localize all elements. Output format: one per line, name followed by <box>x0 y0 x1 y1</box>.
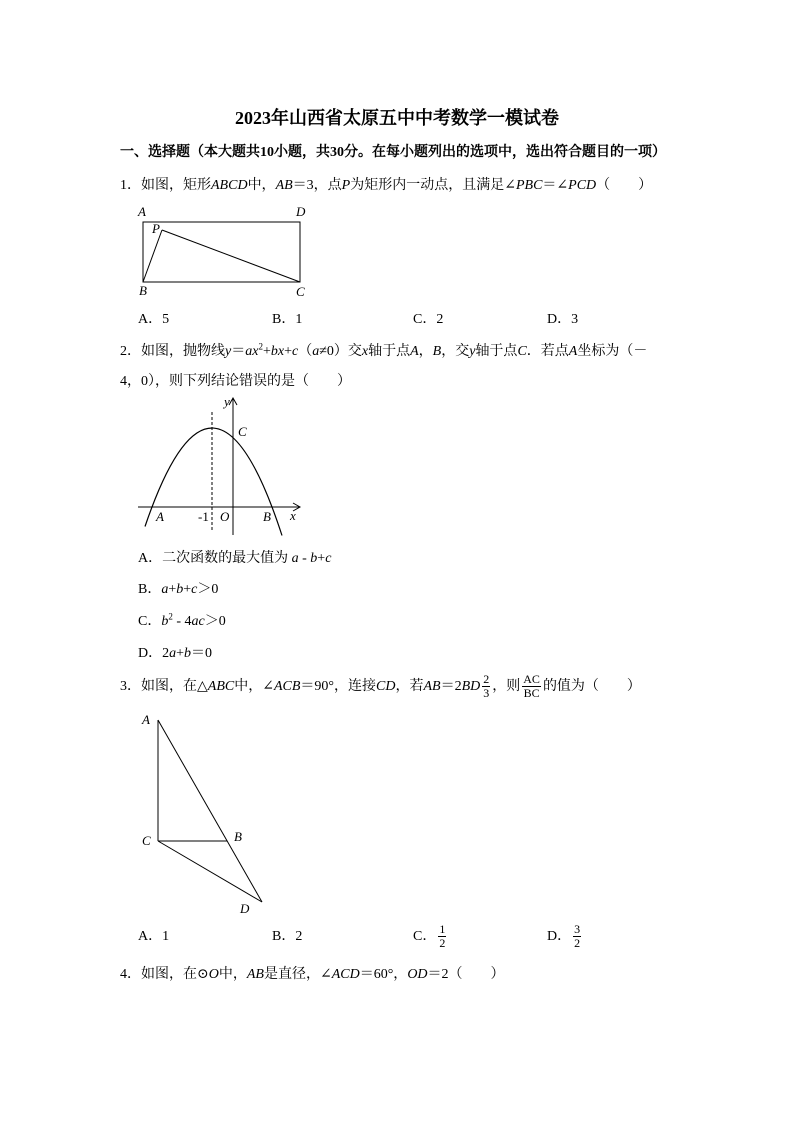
text-run: + <box>262 344 271 359</box>
fraction-denominator: 3 <box>483 686 490 701</box>
text-run: 1．如图，矩形 <box>120 178 211 193</box>
text-run: + <box>176 646 185 661</box>
text-run: 的值为（ ） <box>542 679 641 694</box>
italic-variable: b <box>161 614 169 629</box>
italic-variable: b <box>176 582 184 597</box>
text-run: 2．如图，抛物线 <box>120 344 225 359</box>
text-run: + <box>183 582 192 597</box>
italic-variable: C <box>517 344 527 359</box>
fraction-numerator: 2 <box>483 672 490 687</box>
fraction-denominator: BC <box>523 686 540 701</box>
figure-1-label-b: B <box>139 283 147 298</box>
text-run: ＝0 <box>191 646 213 661</box>
text-run: 中， <box>218 967 247 982</box>
italic-variable: ac <box>191 614 205 629</box>
italic-variable: P <box>341 178 351 193</box>
italic-variable: a <box>169 646 177 661</box>
italic-variable: B <box>432 344 442 359</box>
question-1-stem <box>120 176 652 196</box>
text-run: ，交 <box>441 344 470 359</box>
fraction-numerator: 1 <box>439 922 446 937</box>
text-run: 3．如图，在△ <box>120 679 208 694</box>
text-run: ．若点 <box>526 344 569 359</box>
italic-variable: O <box>208 967 219 982</box>
italic-variable: x <box>361 344 369 359</box>
text-run: ，则 <box>492 679 521 694</box>
figure-2-label-o: O <box>220 509 230 524</box>
fraction-numerator: 3 <box>574 922 581 937</box>
question-3-option-b <box>272 922 302 952</box>
fraction <box>573 923 581 950</box>
figure-1-label-a: A <box>138 204 146 219</box>
fraction <box>482 673 490 700</box>
fraction-numerator: AC <box>523 672 540 687</box>
superscript: 2 <box>168 611 173 622</box>
text-run: ＝2（ ） <box>427 967 505 982</box>
italic-variable: bx <box>270 344 285 359</box>
text-run: C． <box>138 614 162 629</box>
text-run: 4，0），则下列结论错误的是（ ） <box>120 374 351 389</box>
text-run: ＝∠ <box>542 178 569 193</box>
segment-pc <box>162 230 300 282</box>
text-run: + <box>168 582 177 597</box>
italic-variable: AB <box>275 178 293 193</box>
text-run: （ ） <box>596 178 653 193</box>
text-run: ， <box>418 344 433 359</box>
italic-variable: AB <box>423 679 441 694</box>
text-run: 是直径，∠ <box>263 967 332 982</box>
question-2-option-c <box>138 612 226 632</box>
question-1-option-c <box>413 310 443 330</box>
figure-2-label-y: y <box>224 394 230 409</box>
italic-variable: BD <box>461 679 481 694</box>
segment-cd <box>158 841 262 902</box>
italic-variable: ax <box>245 344 259 359</box>
italic-variable: AB <box>246 967 264 982</box>
question-3-option-d <box>547 922 583 952</box>
figure-2-label-x: x <box>290 508 296 523</box>
question-2-stem-line-2 <box>120 372 351 392</box>
italic-variable: y <box>225 344 232 359</box>
text-run: + <box>284 344 292 359</box>
italic-variable: ABCD <box>211 178 248 193</box>
section-heading: 一、选择题（本大题共10小题，共30分。在每小题列出的选项中，选出符合题目的一项） <box>120 145 666 160</box>
text-run: ＝60°， <box>359 967 408 982</box>
text-run: 4．如图，在⊙ <box>120 967 209 982</box>
text-run: ，若 <box>395 679 424 694</box>
figure-2-label-a: A <box>156 509 164 524</box>
text-run: D． <box>547 929 572 944</box>
text-run: ＞0 <box>204 614 226 629</box>
question-3-figure <box>135 705 275 923</box>
fraction <box>522 673 541 700</box>
italic-variable: c <box>191 582 198 597</box>
italic-variable: y <box>469 344 476 359</box>
parabola-curve <box>145 428 282 535</box>
text-run: 轴于点 <box>475 344 518 359</box>
text-run: ＝ <box>231 344 246 359</box>
figure-1-label-c: C <box>296 284 305 299</box>
text-run: ＝2 <box>440 679 462 694</box>
question-1-option-a <box>138 310 169 330</box>
figure-2-label-b: B <box>263 509 271 524</box>
text-run: ＝90°，连接 <box>300 679 377 694</box>
text-run: ≠0）交 <box>319 344 362 359</box>
question-3-stem <box>120 672 641 702</box>
fraction-denominator: 2 <box>439 936 446 951</box>
italic-variable: c <box>291 344 299 359</box>
text-run: 轴于点 <box>368 344 411 359</box>
text-run: A．1 <box>138 929 170 944</box>
text-run: 坐标为（－ <box>577 344 648 359</box>
figure-3-label-d: D <box>240 901 250 916</box>
italic-variable: OD <box>407 967 428 982</box>
italic-variable: ACB <box>273 679 301 694</box>
question-2-stem-line-1 <box>120 342 647 362</box>
italic-variable: ACD <box>331 967 360 982</box>
text-run: A．二次函数的最大值为 <box>138 551 292 566</box>
question-3-option-c <box>413 922 448 952</box>
italic-variable: c <box>325 551 332 566</box>
question-1-option-d <box>547 310 578 330</box>
italic-variable: A <box>410 344 419 359</box>
segment-pb <box>143 230 162 282</box>
text-run: C． <box>413 929 437 944</box>
italic-variable: b <box>310 551 318 566</box>
exam-title: 2023年山西省太原五中中考数学一模试卷 <box>235 108 559 128</box>
text-run: 中， <box>247 178 276 193</box>
question-3-option-a <box>138 922 169 952</box>
italic-variable: a <box>161 582 169 597</box>
figure-2-label-c: C <box>238 424 247 439</box>
text-run: B．1 <box>272 312 303 327</box>
italic-variable: a <box>291 551 299 566</box>
text-run: B． <box>138 582 162 597</box>
fraction <box>438 923 446 950</box>
segment-ad <box>158 720 262 902</box>
text-run: - <box>298 551 311 566</box>
fraction-denominator: 2 <box>574 936 581 951</box>
question-2-option-b <box>138 580 218 600</box>
superscript: 2 <box>258 341 263 352</box>
text-run: （ <box>298 344 313 359</box>
text-run: C．2 <box>413 312 444 327</box>
text-run: 为矩形内一动点，且满足∠ <box>350 178 516 193</box>
question-1-figure <box>130 200 315 300</box>
question-2-figure <box>130 390 310 545</box>
question-4-stem <box>120 965 505 985</box>
text-run: D．2 <box>138 646 170 661</box>
figure-3-label-a: A <box>142 712 150 727</box>
text-run: 中，∠ <box>234 679 274 694</box>
italic-variable: A <box>568 344 578 359</box>
figure-1-label-d: D <box>296 204 306 219</box>
italic-variable: PCD <box>568 178 597 193</box>
text-run: ＞0 <box>197 582 219 597</box>
italic-variable: a <box>312 344 320 359</box>
question-1-option-b <box>272 310 302 330</box>
question-2-option-a <box>138 549 331 569</box>
figure-3-label-c: C <box>142 833 151 848</box>
italic-variable: PBC <box>515 178 543 193</box>
figure-1-label-p: P <box>152 221 160 236</box>
italic-variable: CD <box>376 679 396 694</box>
text-run: ＝3，点 <box>292 178 342 193</box>
figure-3-label-b: B <box>234 829 242 844</box>
text-run: D．3 <box>547 312 579 327</box>
text-run: A．5 <box>138 312 170 327</box>
question-2-option-d <box>138 644 212 664</box>
text-run: - 4 <box>172 614 192 629</box>
text-run: B．2 <box>272 929 303 944</box>
italic-variable: b <box>184 646 192 661</box>
figure-2-label-minus-one: -1 <box>198 509 209 524</box>
italic-variable: ABC <box>207 679 235 694</box>
text-run: + <box>317 551 326 566</box>
